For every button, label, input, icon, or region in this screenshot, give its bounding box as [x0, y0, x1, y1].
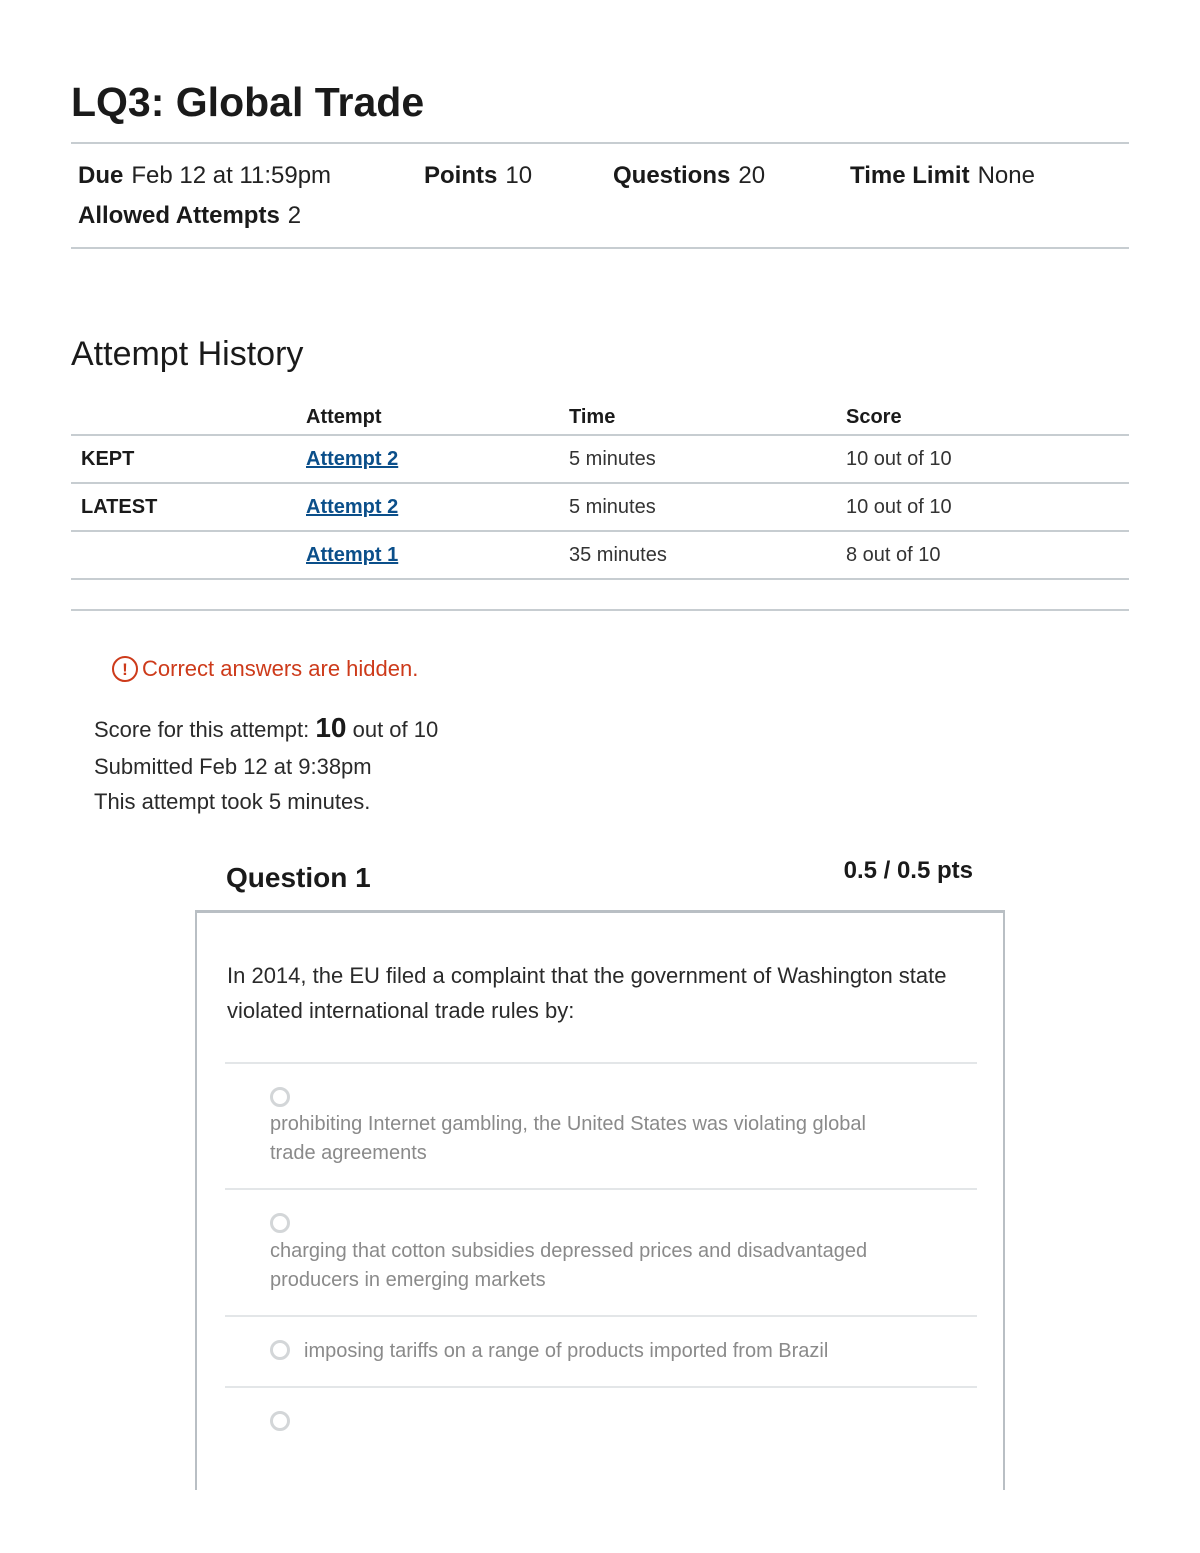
radio-unselected-icon[interactable] — [270, 1087, 290, 1107]
quiz-questions — [613, 161, 765, 191]
divider — [71, 142, 1129, 144]
points-value: 10 — [505, 162, 533, 189]
quiz-allowed-attempts — [78, 201, 301, 231]
points-label: Points — [424, 162, 498, 189]
radio-unselected-icon[interactable] — [270, 1411, 290, 1431]
table-row — [71, 531, 1129, 579]
answer-divider — [225, 1315, 977, 1317]
attempt-status: LATEST — [71, 483, 296, 531]
radio-unselected-icon[interactable] — [270, 1340, 290, 1360]
attempt-history-table — [71, 400, 1129, 580]
questions-value: 20 — [738, 162, 766, 189]
attempt-score-line — [94, 712, 438, 744]
quiz-time-limit — [850, 161, 1035, 191]
answer-divider — [225, 1386, 977, 1388]
answer-divider — [225, 1062, 977, 1064]
attempt-history-title: Attempt History — [71, 335, 304, 373]
attempt-time: 5 minutes — [559, 435, 836, 483]
question-text: In 2014, the EU filed a complaint that the government of Washington state violated international trade rules by: — [227, 963, 947, 1023]
due-label: Due — [78, 162, 124, 189]
answer-text: prohibiting Internet gambling, the United States was violating global trade agreements — [270, 1113, 866, 1164]
quiz-points — [424, 161, 532, 191]
attempt-time: 5 minutes — [559, 483, 836, 531]
answers-hidden-text: Correct answers are hidden. — [142, 656, 419, 681]
column-header-attempt: Attempt — [296, 400, 559, 435]
time-limit-value: None — [977, 162, 1035, 189]
table-row — [71, 483, 1129, 531]
score-suffix: out of 10 — [352, 717, 439, 742]
radio-unselected-icon[interactable] — [270, 1213, 290, 1233]
attempt-score: 10 out of 10 — [836, 435, 1129, 483]
question-title: Question 1 — [226, 862, 371, 893]
column-header-status — [71, 400, 296, 435]
submitted-line: Submitted Feb 12 at 9:38pm — [94, 754, 372, 779]
allowed-attempts-label: Allowed Attempts — [78, 202, 280, 229]
quiz-due — [78, 161, 331, 191]
column-header-time: Time — [559, 400, 836, 435]
questions-label: Questions — [613, 162, 731, 189]
answer-divider — [225, 1188, 977, 1190]
attempt-time: 35 minutes — [559, 531, 836, 579]
attempt-status: KEPT — [71, 435, 296, 483]
attempt-link[interactable]: Attempt 2 — [306, 447, 399, 470]
column-header-score: Score — [836, 400, 1129, 435]
duration-line: This attempt took 5 minutes. — [94, 789, 371, 814]
divider — [71, 609, 1129, 611]
question-points: 0.5 / 0.5 pts — [843, 857, 973, 884]
due-value: Feb 12 at 11:59pm — [131, 162, 332, 189]
question-card — [195, 910, 1005, 1490]
answer-text: charging that cotton subsidies depressed prices and disadvantaged producers in emerging markets — [270, 1240, 868, 1291]
attempt-status — [71, 531, 296, 579]
page-title: LQ3: Global Trade — [71, 79, 425, 125]
score-value: 10 — [315, 712, 347, 743]
attempt-score: 10 out of 10 — [836, 483, 1129, 531]
allowed-attempts-value: 2 — [287, 202, 302, 229]
exclamation-circle-icon: ! — [112, 656, 138, 682]
attempt-link[interactable]: Attempt 1 — [306, 543, 399, 566]
time-limit-label: Time Limit — [850, 162, 970, 189]
attempt-link[interactable]: Attempt 2 — [306, 495, 399, 518]
table-row — [71, 435, 1129, 483]
divider — [71, 247, 1129, 249]
answer-text: imposing tariffs on a range of products imported from Brazil — [304, 1340, 829, 1362]
table-header-row — [71, 400, 1129, 435]
answers-hidden-notice — [112, 656, 418, 682]
score-prefix: Score for this attempt: — [94, 717, 310, 742]
attempt-score: 8 out of 10 — [836, 531, 1129, 579]
